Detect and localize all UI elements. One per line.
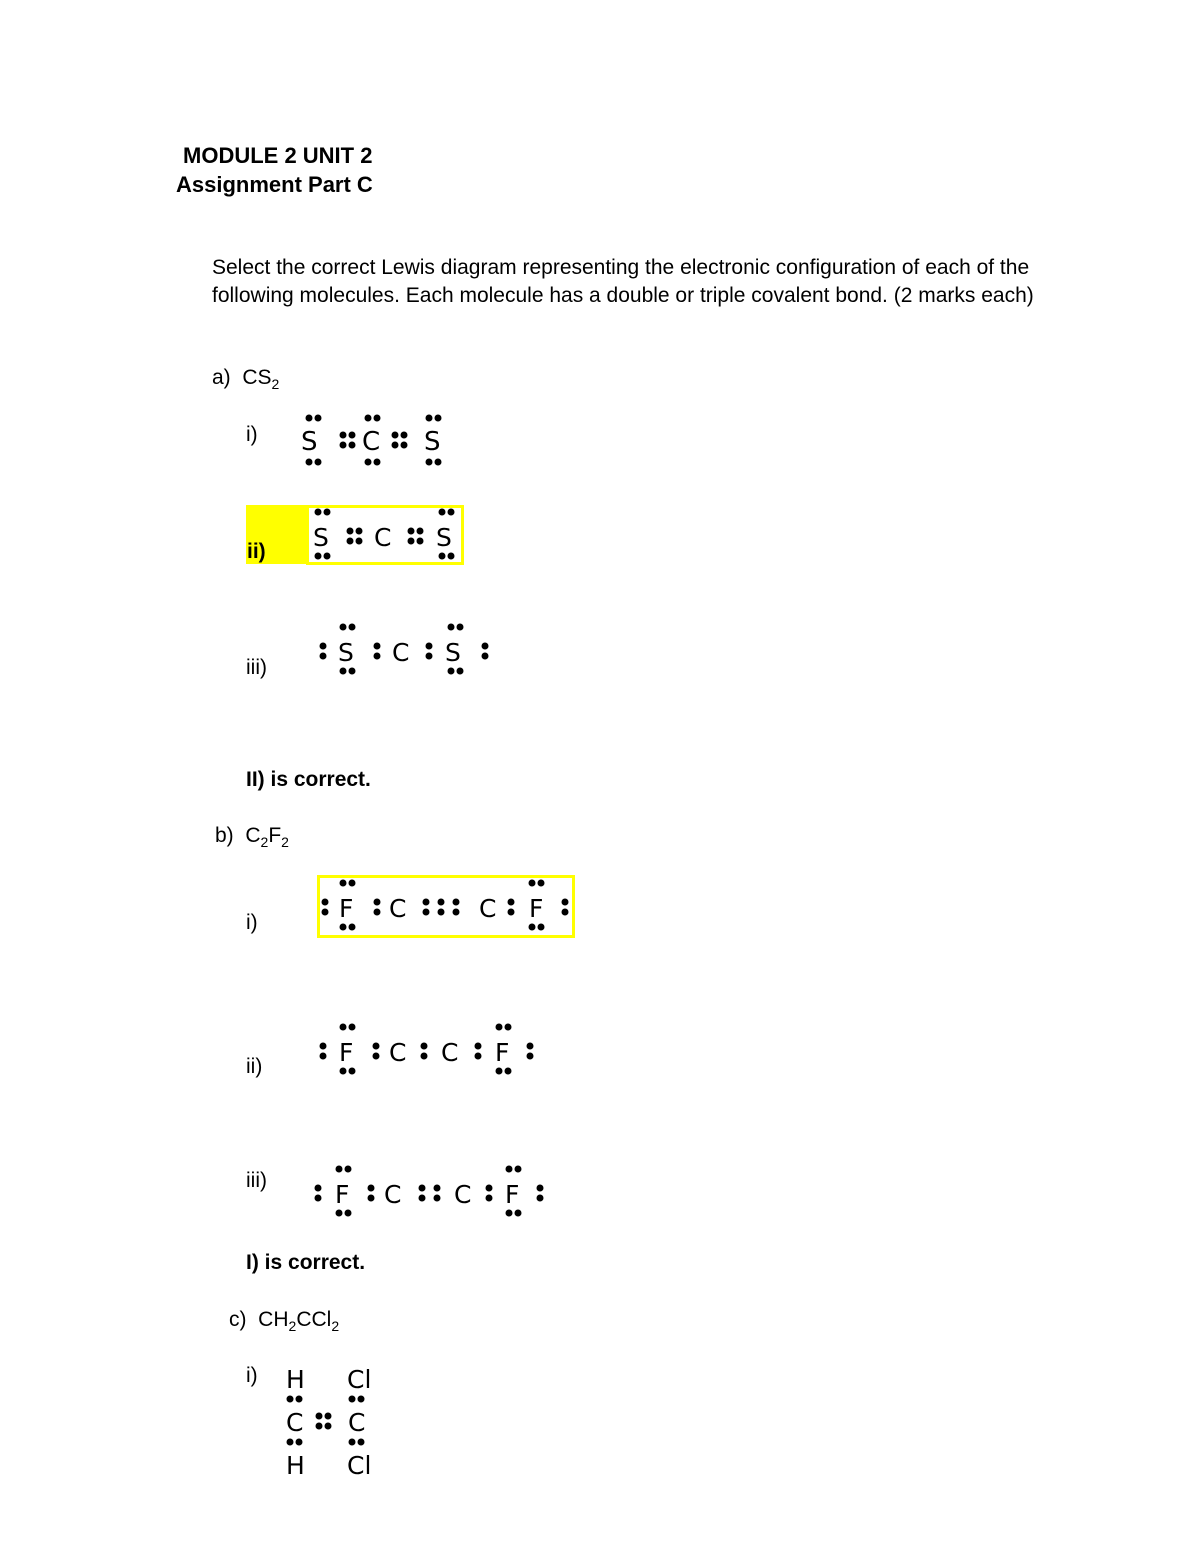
atom: H [286, 1451, 305, 1480]
atom: F [529, 894, 544, 923]
atom: C [286, 1408, 304, 1437]
atom: S [445, 638, 461, 667]
atom: F [495, 1038, 510, 1067]
lewis-diagram-a-i [296, 405, 456, 475]
question-label: a) [212, 366, 231, 389]
lewis-diagram-b-iii [309, 1160, 549, 1222]
question-label: b) [215, 824, 234, 847]
atom: C [384, 1180, 402, 1209]
option-label: i) [246, 423, 258, 446]
atom: H [286, 1365, 305, 1394]
atom: F [339, 1038, 354, 1067]
atom: C [441, 1038, 459, 1067]
question-label: c) [229, 1308, 247, 1331]
atom: Cl [347, 1451, 372, 1480]
lewis-diagram-b-ii [314, 1018, 539, 1080]
atom: S [313, 523, 329, 552]
lewis-diagram-a-iii [314, 618, 494, 680]
question-c [229, 1308, 339, 1334]
atom: F [335, 1180, 350, 1209]
option-label: ii) [246, 1055, 263, 1078]
question-a [212, 366, 279, 392]
formula-cs2: $CS_2$ [242, 366, 280, 393]
lewis-diagram-c-i [280, 1360, 380, 1482]
option-label: i) [246, 1364, 258, 1387]
instructions-text: Select the correct Lewis diagram representing the electronic configuration of each of the following molecules. Each molecule has a double or triple covalent bond. (2 marks each) [212, 256, 1034, 307]
option-label: ii) [247, 540, 266, 563]
atom: C [479, 894, 497, 923]
formula-ch2ccl2: $CH_2CCl_2$ [258, 1308, 340, 1335]
option-label: i) [246, 911, 258, 934]
atom: C [389, 1038, 407, 1067]
question-b [215, 824, 289, 850]
lewis-diagram-b-i [317, 875, 575, 938]
option-label: iii) [246, 656, 267, 679]
module-title: MODULE 2 UNIT 2 [183, 143, 373, 168]
atom: C [392, 638, 410, 667]
atom: C [374, 523, 392, 552]
atom: C [389, 894, 407, 923]
atom: F [339, 894, 354, 923]
assignment-title: Assignment Part C [176, 172, 373, 197]
formula-c2f2: $C_2F_2$ [245, 824, 289, 851]
lewis-diagram-a-ii [306, 505, 464, 565]
atom: S [301, 427, 318, 457]
atom: Cl [347, 1365, 372, 1394]
atom: S [338, 638, 354, 667]
option-label: iii) [246, 1169, 267, 1192]
atom: S [436, 523, 452, 552]
atom: C [454, 1180, 472, 1209]
atom: C [362, 427, 381, 457]
atom: S [424, 427, 441, 457]
answer-a: II) is correct. [246, 768, 371, 791]
atom: F [505, 1180, 520, 1209]
answer-b: I) is correct. [246, 1251, 366, 1274]
atom: C [348, 1408, 366, 1437]
